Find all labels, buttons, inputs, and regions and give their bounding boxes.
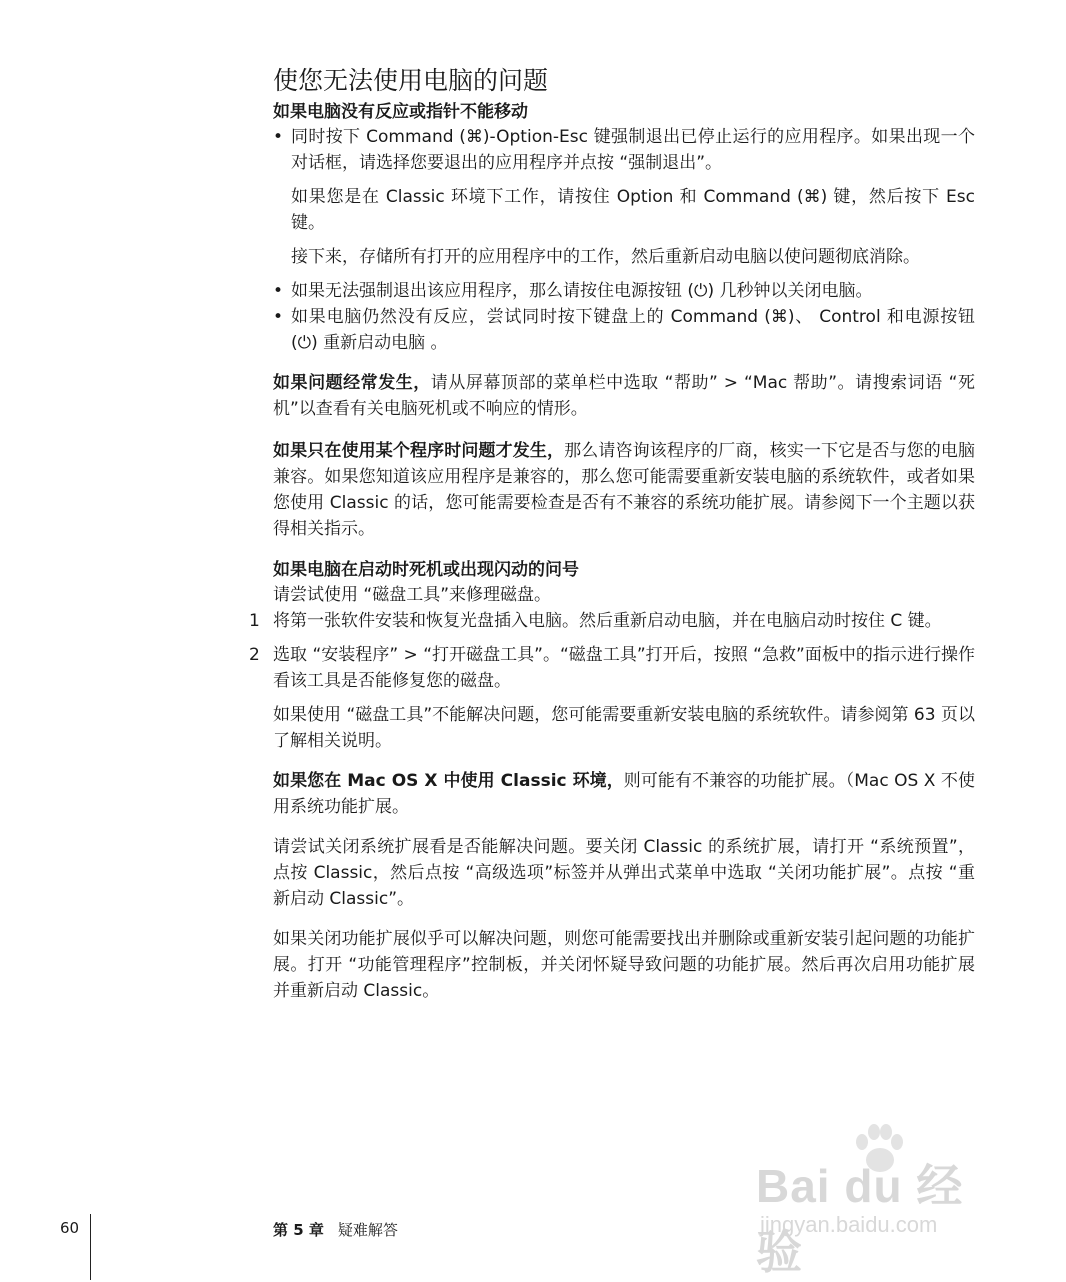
bullet-restart-keys [273,304,975,356]
bullet-mark: • [273,127,284,147]
bullet-mark: • [273,281,284,301]
step-2 [249,642,975,694]
extension-manager-paragraph: 如果关闭功能扩展似乎可以解决问题，则您可能需要找出并删除或重新安装引起问题的功能扩展。打开 “功能管理程序”控制板，并关闭怀疑导致问题的功能扩展。然后再次启用功能扩展并重新启动 Classic。 [273,929,975,1001]
paragraph-text: 请从屏幕顶部的菜单栏中选取 “帮助” > “Mac 帮助”。请搜索词语 “死机”以查看有关电脑死机或不响应的情形。 [273,373,976,419]
bullet-mark: • [273,307,284,327]
paragraph-text: 那么请咨询该程序的厂商，核实一下它是否与您的电脑兼容。如果您知道该应用程序是兼容的，那么您可能需要重新安装电脑的系统软件，或者如果您使用 Classic 的话，您可能需要检查是否有不兼容的系统功能扩展。请参阅下一个主题以获得相关指示。 [273,441,975,539]
watermark-logo: Bai du 经验 [756,1160,964,1278]
page-content [249,66,976,1004]
page-title: 使您无法使用电脑的问题 [273,66,549,95]
baidu-watermark [756,1120,1006,1278]
section-heading-unresponsive: 如果电脑没有反应或指针不能移动 [273,102,528,122]
bullet-force-quit [273,124,975,176]
paragraph-lead: 如果问题经常发生， [273,373,431,393]
step-text: 选取 “安装程序” > “打开磁盘工具”。“磁盘工具”打开后，按照 “急救”面板中的指示进行操作看该工具是否能修复您的磁盘。 [273,645,975,691]
step-text: 将第一张软件安装和恢复光盘插入电脑。然后重新启动电脑，并在电脑启动时按住 C 键。 [273,611,942,631]
chapter-label: 第 5 章 [273,1221,324,1239]
bullet-text: 如果无法强制退出该应用程序，那么请按住电源按钮 (⏻) 几秒钟以关闭电脑。 [291,281,873,301]
paragraph-lead: 如果您在 Mac OS X 中使用 Classic 环境， [273,771,624,791]
step-number: 1 [249,611,260,631]
disk-utility-intro: 请尝试使用 “磁盘工具”来修理磁盘。 [273,585,552,605]
classic-note: 如果您是在 Classic 环境下工作，请按住 Option 和 Command (⌘) 键，然后按下 Esc 键。 [291,187,975,233]
bullet-power-off [273,278,975,304]
chapter-footer [273,1219,398,1240]
footer-divider [90,1214,91,1280]
frequent-problem-paragraph [273,370,975,422]
bullet-text: 同时按下 Command (⌘)-Option-Esc 键强制退出已停止运行的应用程序。如果出现一个对话框，请选择您要退出的应用程序并点按 “强制退出”。 [291,127,975,173]
reinstall-paragraph: 如果使用 “磁盘工具”不能解决问题，您可能需要重新安装电脑的系统软件。请参阅第 63 页以了解相关说明。 [273,705,975,751]
chapter-title: 疑难解答 [337,1221,398,1239]
restart-note: 接下来，存储所有打开的应用程序中的工作，然后重新启动电脑以使问题彻底消除。 [291,247,920,267]
bullet-text: 如果电脑仍然没有反应，尝试同时按下键盘上的 Command (⌘)、 Control 和电源按钮 (⏻) 重新启动电脑 。 [291,307,975,353]
page-number: 60 [60,1219,80,1237]
step-1 [249,608,975,634]
watermark-url: jingyan.baidu.com [760,1212,938,1237]
step-number: 2 [249,645,260,665]
disable-extensions-paragraph: 请尝试关闭系统扩展看是否能解决问题。要关闭 Classic 的系统扩展，请打开 “系统预置”，点按 Classic，然后点按 “高级选项”标签并从弹出式菜单中选取 “关闭功能扩展”。点按 “重新启动 Classic”。 [273,837,975,909]
section-heading-startup-freeze: 如果电脑在启动时死机或出现闪动的问号 [273,560,579,580]
paragraph-text: 则可能有不兼容的功能扩展。（Mac OS X 不使用系统功能扩展。 [273,771,975,817]
paragraph-lead: 如果只在使用某个程序时问题才发生， [273,441,565,461]
classic-env-paragraph [273,768,975,820]
single-program-paragraph [273,438,975,542]
